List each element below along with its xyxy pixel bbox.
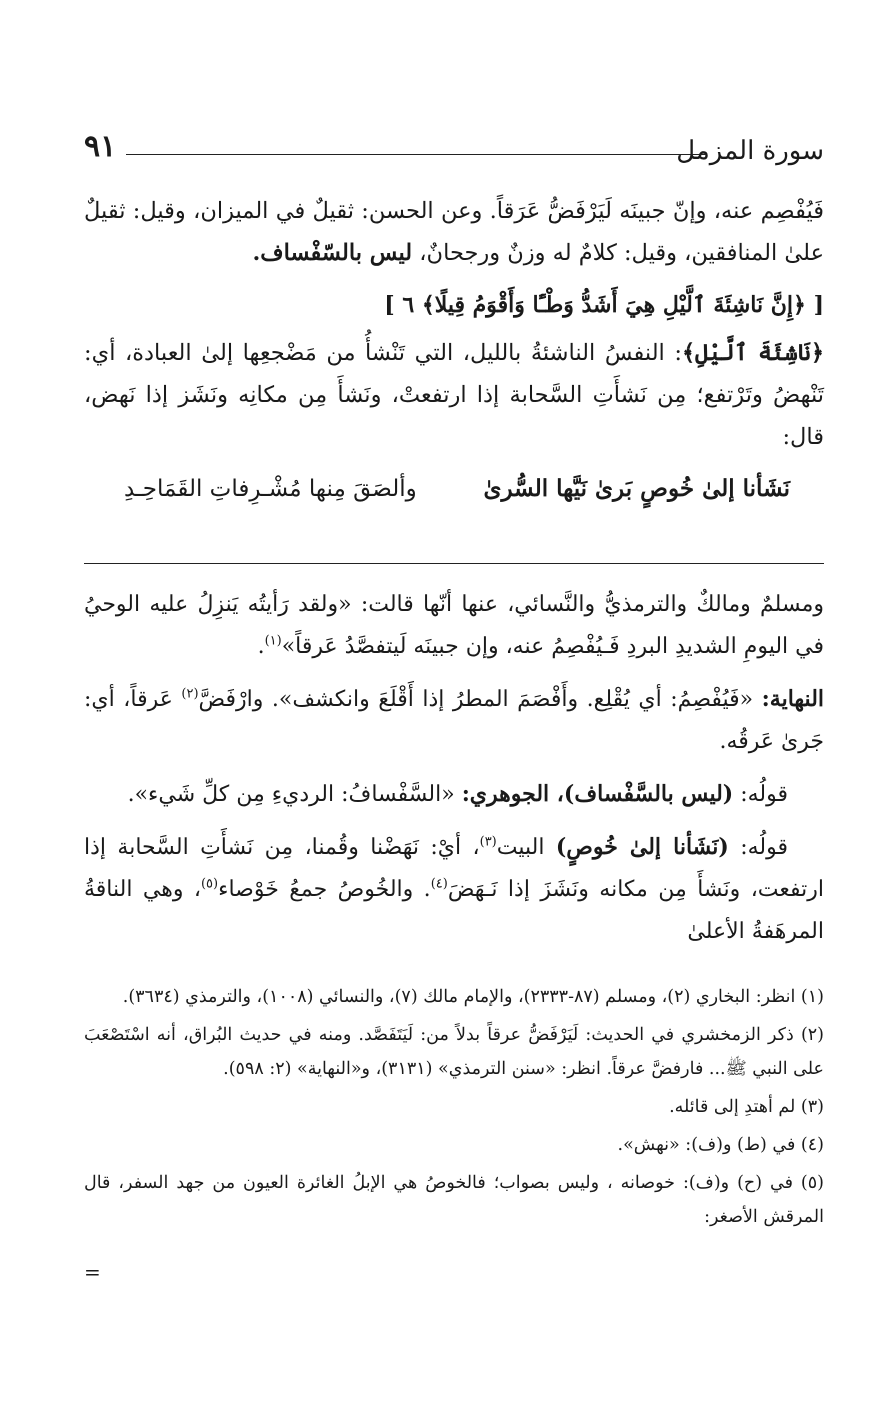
poem-first-hemistich: نَشَأنا إلىٰ خُوصٍ بَرىٰ نَيَّها السُّرىٰ	[483, 475, 790, 502]
footnote: (٥) في (ح) و(ف): خوصانه ، وليس بصواب؛ فالخوصُ هي الإبلُ الغائرة العيون من جهد السفر، قال المرقش الأصغر:	[84, 1173, 824, 1227]
quran-verse: [ ﴿إِنَّ نَاشِئَةَ ٱلَّيْلِ هِيَ أَشَدُّ وَطْـًٔا وَأَقْوَمُ قِيلًا﴾ ٦ ]	[384, 292, 824, 318]
poem-second-hemistich: وألصَقَ مِنها مُشْـرِفاتِ القَمَاحِـدِ	[124, 476, 417, 502]
main-paragraph-text: فَيُفْصِم عنه، وإنّ جبينَه لَيَرْفَضُّ عَرَقاً. وعن الحسن: ثقيلٌ في الميزان، وقيل: ثقيلٌ علىٰ المنافقين، وقيل: كلامٌ له وزنٌ ورجحانٌ،	[84, 198, 824, 266]
header-rule	[126, 154, 706, 155]
footnotes	[84, 980, 824, 1238]
commentary-paragraph-text: ، أيْ: نَهَضْنا وقُمنا، مِن نَشأَتِ السَّحابة إذا ارتفعت، ونَشأَ مِن مكانه ونَشَزَ إذا نَـهَضَ	[84, 835, 824, 902]
commentary-paragraph-text: ، وهي الناقةُ المرهَفةُ الأعلىٰ	[84, 877, 824, 944]
verse-quote: ﴿نَاشِئَةَ ٱلَّيْلِ﴾	[681, 340, 825, 366]
quoted-phrase: (ليس بالسَّفْساف)، الجوهري:	[461, 781, 734, 807]
footnote-ref: (١)	[264, 633, 282, 649]
commentary-paragraph-text: ومسلمٌ ومالكٌ والترمذيُّ والنَّسائي، عنها أنّها قالت: «ولقد رَأيتُه يَنزِلُ عليه الوحيُ في اليومِ الشديدِ البردِ فَـيُفْصِمُ عنه، وإن جبينَه لَيتفصَّدُ عَرقاً»	[84, 592, 824, 659]
commentary-paragraph	[84, 678, 824, 763]
main-paragraph	[84, 190, 824, 274]
commentary-paragraph-text: قولُه:	[740, 782, 788, 807]
commentary-paragraph	[84, 826, 824, 953]
section-divider	[84, 563, 824, 564]
footnote: (٤) في (ط) و(ف): «نهش».	[617, 1135, 824, 1155]
main-paragraph-text: : النفسُ الناشئةُ بالليل، التي تَنْشأُ من مَضْجعِها إلىٰ العبادة، أي: تَنْهضُ وتَرْتفع؛ مِن نَشأَتِ السَّحابة إذا ارتفعتْ، ونَشأَ مِن مكانِه ونَشَز إذا نَهض، قال:	[84, 340, 824, 450]
surah-title: سورة المزمل	[676, 136, 824, 166]
source-label: النهاية:	[761, 686, 825, 712]
commentary-paragraph-text: «فَيُفْصِمُ: أي يُقْلِع. وأَفْصَمَ المطرُ إذا أَقْلَعَ وانكشف». وارْفَضَّ	[198, 687, 754, 712]
page-header	[84, 128, 824, 168]
main-paragraph-bold: ليس بالسّفْساف.	[252, 240, 413, 266]
commentary-paragraph-text: . والخُوصُ جمعُ خَوْصاء	[218, 877, 431, 902]
commentary-paragraph-text: قولُه:	[740, 835, 789, 860]
commentary-text	[84, 584, 824, 953]
commentary-paragraph	[84, 773, 824, 816]
footnote: (٢) ذكر الزمخشري في الحديث: لَيَرْفَضُّ عرقاً بدلاً من: لَيَتَفَصَّد. ومنه في حديث البُراق، أنه اسْتَصْعَبَ على النبي ﷺ... فارفضَّ عرقاً. انظر: «سنن الترمذي» (٣١٣١)، و«النهاية» (٢: ٥٩٨).	[84, 1025, 824, 1079]
continuation-mark: =	[84, 1260, 101, 1284]
footnote: (١) انظر: البخاري (٢)، ومسلم (٨٧-٢٣٣٣)، والإمام مالك (٧)، والنسائي (١٠٠٨)، والترمذي (٣٦٣٤).	[122, 987, 824, 1007]
footnote-ref: (٤)	[430, 876, 448, 892]
footnote-ref: (٢)	[181, 686, 199, 702]
commentary-paragraph-text: «السَّفْسافُ: الرديءِ مِن كلِّ شَيء».	[127, 782, 455, 807]
footnote-ref: (٥)	[200, 876, 219, 892]
footnote-ref: (٣)	[479, 834, 497, 850]
main-text	[84, 190, 824, 512]
poem-verse	[84, 466, 824, 512]
main-paragraph	[84, 332, 824, 458]
commentary-paragraph: ومسلمٌ ومالكٌ والترمذيُّ والنَّسائي، عنها أنّها قالت: «ولقد رَأيتُه يَنزِلُ عليه الوحيُ في اليومِ الشديدِ البردِ فَـيُفْصِمُ عنه، وإن جبينَه لَيتفصَّدُ عَرقاً»$^{(١)}$.	[84, 592, 824, 659]
quoted-phrase: (نَشَأنا إلىٰ خُوصٍ)	[555, 834, 729, 860]
footnote: (٣) لم أهتدِ إلى قائله.	[669, 1097, 824, 1117]
commentary-paragraph-text: البيت	[496, 835, 545, 860]
commentary-paragraph-text: عَرقاً، أي: جَرىٰ عَرقُه.	[84, 687, 824, 754]
page-number: ٩١	[84, 129, 117, 164]
